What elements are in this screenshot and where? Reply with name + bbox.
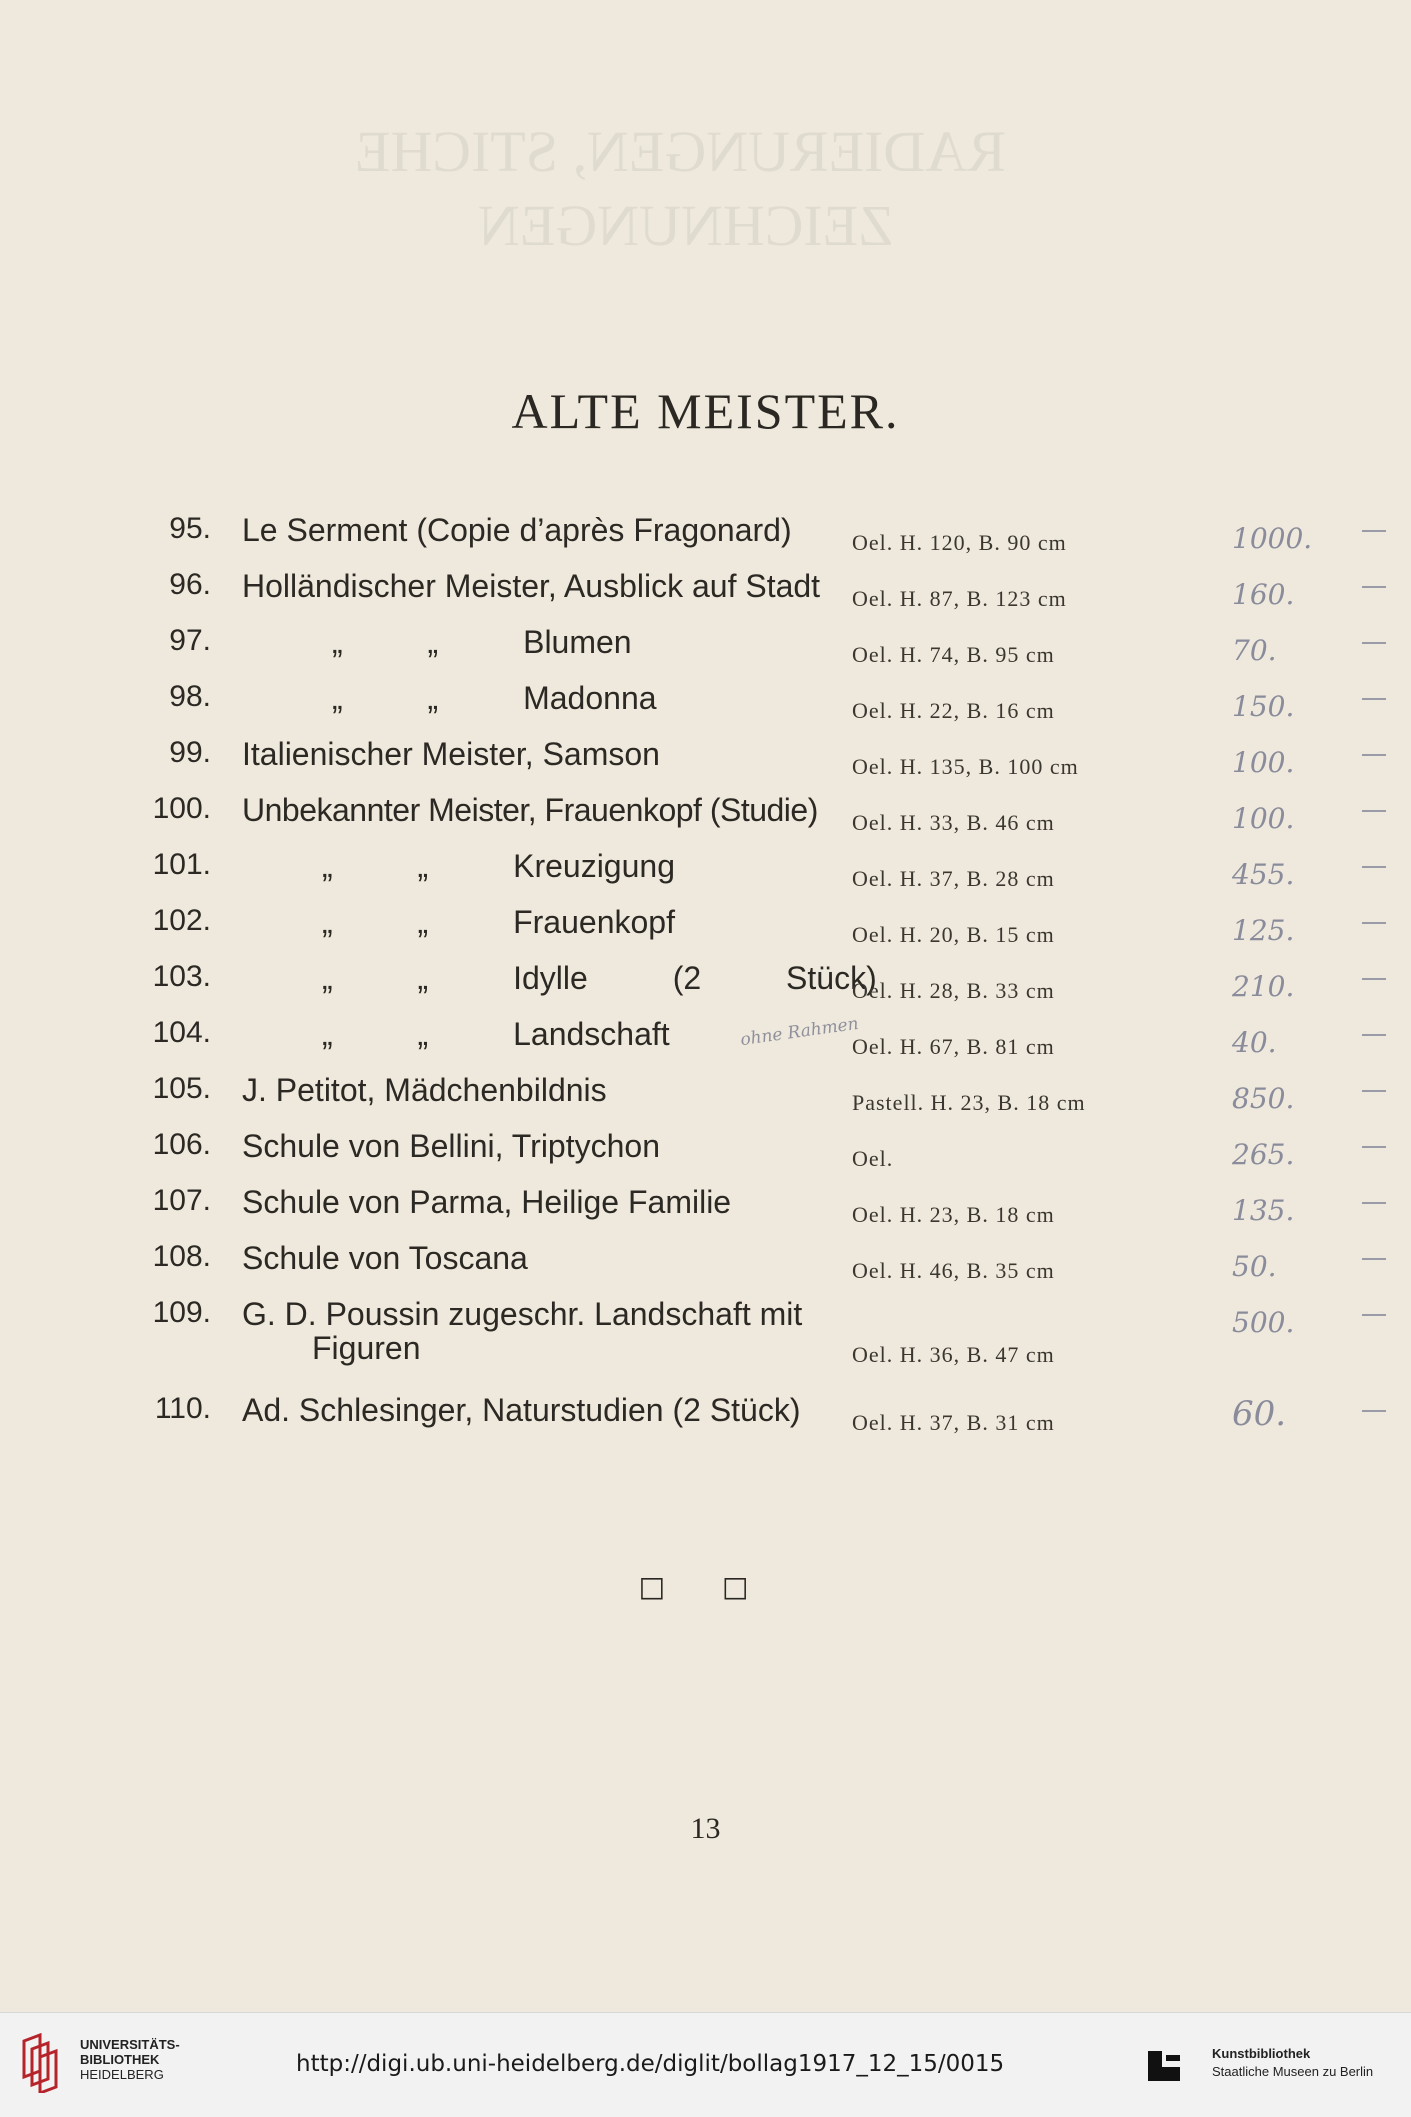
entry-number: 95.	[169, 512, 211, 545]
bleed-through-heading: RADIERUNGEN, STICHE	[355, 119, 1006, 184]
catalog-entry	[0, 1296, 1411, 1380]
library-name-line: BIBLIOTHEK	[80, 2052, 160, 2067]
handwritten-price: 265.	[1232, 1138, 1295, 1171]
entry-title: Italienischer Meister, Samson	[242, 736, 660, 772]
catalog-entry	[0, 1392, 1411, 1448]
handwritten-price: 455.	[1232, 858, 1295, 891]
pencil-dash	[1362, 1034, 1386, 1036]
pencil-dash	[1362, 754, 1386, 756]
entry-number: 105.	[152, 1072, 211, 1105]
handwritten-price: 100.	[1232, 802, 1295, 835]
university-library-logo-icon	[18, 2033, 66, 2093]
kunstbibliothek-logo-icon	[1146, 2047, 1182, 2083]
handwritten-price: 150.	[1232, 690, 1295, 723]
handwritten-price: 40.	[1232, 1026, 1277, 1059]
pencil-dash	[1362, 866, 1386, 868]
entry-medium: Oel. H. 120, B. 90 cm	[852, 530, 1067, 555]
handwritten-price: 135.	[1232, 1194, 1295, 1227]
catalog-entry	[0, 792, 1411, 848]
entry-title: „ „ Blumen	[332, 624, 632, 660]
entry-number: 108.	[152, 1240, 211, 1273]
partner-institution-name	[1212, 2045, 1373, 2081]
entry-number: 100.	[152, 792, 211, 825]
pencil-dash	[1362, 1202, 1386, 1204]
pencil-dash	[1362, 1090, 1386, 1092]
entry-title: Unbekannter Meister, Frauenkopf (Studie)	[242, 792, 818, 828]
handwritten-price: 1000.	[1232, 522, 1313, 555]
pencil-dash	[1362, 978, 1386, 980]
entry-medium: Oel. H. 74, B. 95 cm	[852, 642, 1055, 667]
handwritten-price: 160.	[1232, 578, 1295, 611]
entry-medium: Oel. H. 46, B. 35 cm	[852, 1258, 1055, 1283]
catalog-entry	[0, 512, 1411, 568]
entry-title: Ad. Schlesinger, Naturstudien (2 Stück)	[242, 1392, 801, 1428]
pencil-dash	[1362, 810, 1386, 812]
entry-title: „ „ Idylle (2 Stück)	[322, 960, 877, 996]
pencil-dash	[1362, 1258, 1386, 1260]
entry-number: 109.	[152, 1296, 211, 1329]
entry-title: Schule von Parma, Heilige Familie	[242, 1184, 732, 1220]
entry-number: 96.	[169, 568, 211, 601]
page-number: 13	[690, 1812, 721, 1845]
entry-title: G. D. Poussin zugeschr. Landschaft mit	[242, 1296, 803, 1332]
pencil-dash	[1362, 1410, 1386, 1412]
page-title: ALTE MEISTER.	[511, 383, 900, 439]
catalog-entry	[0, 1184, 1411, 1240]
university-library-name	[80, 2037, 180, 2082]
entry-number: 107.	[152, 1184, 211, 1217]
pencil-dash	[1362, 922, 1386, 924]
catalog-entry	[0, 736, 1411, 792]
entry-number: 101.	[152, 848, 211, 881]
catalog-entry	[0, 848, 1411, 904]
entry-medium: Oel. H. 28, B. 33 cm	[852, 978, 1055, 1003]
catalog-entry	[0, 1013, 1411, 1072]
catalog-entry	[0, 568, 1411, 624]
entry-title: J. Petitot, Mädchenbildnis	[242, 1072, 607, 1108]
entry-title: Schule von Bellini, Triptychon	[242, 1128, 660, 1164]
pencil-dash	[1362, 642, 1386, 644]
pencil-dash	[1362, 698, 1386, 700]
digitization-footer	[0, 2012, 1411, 2117]
catalog-entry	[0, 960, 1411, 1016]
handwritten-note: ohne Rahmen	[739, 1013, 860, 1051]
handwritten-price: 100.	[1232, 746, 1295, 779]
bleed-through-heading-2: ZEICHNUNGEN	[478, 193, 894, 258]
entry-medium: Oel. H. 37, B. 28 cm	[852, 866, 1055, 891]
entry-medium: Oel. H. 22, B. 16 cm	[852, 698, 1055, 723]
partner-name-line: Kunstbibliothek	[1212, 2046, 1311, 2061]
handwritten-price: 850.	[1232, 1082, 1295, 1115]
entry-title: „ „ Landschaft	[322, 1016, 670, 1052]
entry-number: 103.	[152, 960, 211, 993]
entry-number: 98.	[169, 680, 211, 713]
entry-medium: Oel. H. 135, B. 100 cm	[852, 754, 1079, 779]
entry-medium: Oel. H. 33, B. 46 cm	[852, 810, 1055, 835]
entry-number: 104.	[152, 1016, 211, 1049]
entry-title-continued: Figuren	[312, 1330, 421, 1366]
handwritten-price: 125.	[1232, 914, 1295, 947]
handwritten-price: 70.	[1232, 634, 1277, 667]
entry-medium: Oel. H. 87, B. 123 cm	[852, 586, 1067, 611]
catalog-entry	[0, 624, 1411, 680]
entry-medium: Oel. H. 36, B. 47 cm	[852, 1342, 1055, 1367]
entry-medium: Oel. H. 67, B. 81 cm	[852, 1034, 1055, 1059]
entry-medium: Oel. H. 20, B. 15 cm	[852, 922, 1055, 947]
entry-title: Le Serment (Copie d’après Fragonard)	[242, 512, 792, 548]
section-divider-squares: □ □	[638, 1570, 773, 1603]
entry-medium: Oel. H. 37, B. 31 cm	[852, 1410, 1055, 1435]
handwritten-price: 50.	[1232, 1250, 1277, 1283]
entry-number: 110.	[154, 1392, 211, 1425]
entry-title: „ „ Frauenkopf	[322, 904, 675, 940]
handwritten-price: 210.	[1232, 970, 1295, 1003]
entry-medium: Oel. H. 23, B. 18 cm	[852, 1202, 1055, 1227]
handwritten-price: 60.	[1232, 1394, 1287, 1434]
entry-medium: Pastell. H. 23, B. 18 cm	[852, 1090, 1086, 1115]
catalog-entry	[0, 1128, 1411, 1184]
partner-name-line: Staatliche Museen zu Berlin	[1212, 2064, 1374, 2079]
library-name-line: UNIVERSITÄTS-	[80, 2037, 180, 2052]
entry-number: 102.	[152, 904, 211, 937]
catalog-entry	[0, 904, 1411, 960]
pencil-dash	[1362, 586, 1386, 588]
entry-number: 99.	[169, 736, 211, 769]
source-url-link[interactable]: http://digi.ub.uni-heidelberg.de/diglit/bollag1917_12_15/0015	[296, 2051, 1005, 2077]
handwritten-price: 500.	[1232, 1306, 1295, 1339]
entry-medium: Oel.	[852, 1146, 894, 1171]
entry-title: Holländischer Meister, Ausblick auf Stadt	[242, 568, 821, 604]
catalog-entry	[0, 680, 1411, 736]
library-name-line: HEIDELBERG	[80, 2067, 164, 2082]
catalog-entry	[0, 1072, 1411, 1128]
entry-number: 97.	[169, 624, 211, 657]
pencil-dash	[1362, 1314, 1386, 1316]
entry-title: Schule von Toscana	[242, 1240, 528, 1276]
catalog-entry	[0, 1240, 1411, 1296]
pencil-dash	[1362, 530, 1386, 532]
entry-title: „ „ Kreuzigung	[322, 848, 675, 884]
entry-number: 106.	[152, 1128, 211, 1161]
pencil-dash	[1362, 1146, 1386, 1148]
entry-title: „ „ Madonna	[332, 680, 657, 716]
